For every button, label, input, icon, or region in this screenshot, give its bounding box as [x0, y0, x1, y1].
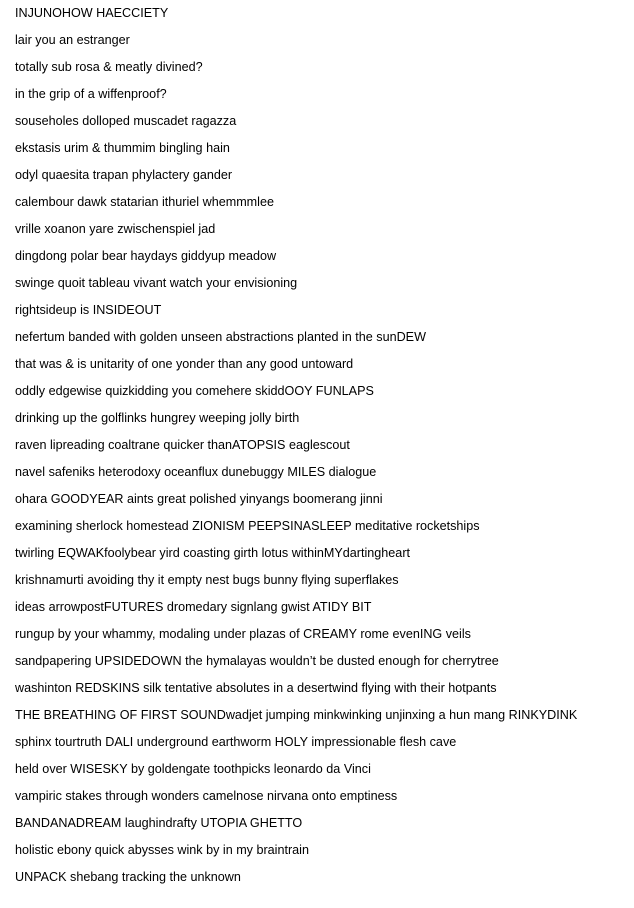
poem-line: totally sub rosa & meatly divined?: [15, 60, 203, 74]
poem-line: rungup by your whammy, modaling under plazas of CREAMY rome evenING veils: [15, 627, 471, 641]
poem-line: vrille xoanon yare zwischenspiel jad: [15, 222, 216, 236]
poem-line: lair you an estranger: [15, 33, 130, 47]
poem-line: BANDANADREAM laughindrafty UTOPIA GHETTO: [15, 816, 303, 830]
poem-line: in the grip of a wiffenproof?: [15, 87, 167, 101]
poem-line: navel safeniks heterodoxy oceanflux dunebuggy MILES dialogue: [15, 465, 377, 479]
poem-line: souseholes dolloped muscadet ragazza: [15, 114, 237, 128]
poem-line: washinton REDSKINS silk tentative absolutes in a desertwind flying with their hotpants: [15, 681, 497, 695]
poem-line: oddly edgewise quizkidding you comehere skiddOOY FUNLAPS: [15, 384, 374, 398]
poem-line: THE BREATHING OF FIRST SOUNDwadjet jumping minkwinking unjinxing a hun mang RINKYDINK: [15, 708, 578, 722]
poem-line: ohara GOODYEAR aints great polished yinyangs boomerang jinni: [15, 492, 383, 506]
poem-line: raven lipreading coaltrane quicker thanATOPSIS eaglescout: [15, 438, 350, 452]
poem-line: examining sherlock homestead ZIONISM PEEPSINASLEEP meditative rocketships: [15, 519, 480, 533]
poem-line: ekstasis urim & thummim bingling hain: [15, 141, 230, 155]
poem-line: that was & is unitarity of one yonder than any good untoward: [15, 357, 354, 371]
poem-line: UNPACK shebang tracking the unknown: [15, 870, 241, 884]
poem-line: sandpapering UPSIDEDOWN the hymalayas wouldn’t be dusted enough for cherrytree: [15, 654, 499, 668]
poem-line: ideas arrowpostFUTURES dromedary signlang gwist ATIDY BIT: [15, 600, 372, 614]
poem-line: twirling EQWAKfoolybear yird coasting girth lotus withinMYdartingheart: [15, 546, 411, 560]
poem-text: [15, 5, 577, 896]
poem-line: sphinx tourtruth DALI underground earthworm HOLY impressionable flesh cave: [15, 735, 457, 749]
poem-line: held over WISESKY by goldengate toothpicks leonardo da Vinci: [15, 762, 371, 776]
poem-line: dingdong polar bear haydays giddyup meadow: [15, 249, 277, 263]
poem-line: odyl quaesita trapan phylactery gander: [15, 168, 233, 182]
poem-line: holistic ebony quick abysses wink by in my braintrain: [15, 843, 309, 857]
poem-line: calembour dawk statarian ithuriel whemmmlee: [15, 195, 274, 209]
poem-title: INJUNOHOW HAECCIETY: [15, 6, 169, 20]
poem-line: krishnamurti avoiding thy it empty nest bugs bunny flying superflakes: [15, 573, 399, 587]
poem-line: nefertum banded with golden unseen abstractions planted in the sunDEW: [15, 330, 426, 344]
poem-line: vampiric stakes through wonders camelnose nirvana onto emptiness: [15, 789, 398, 803]
poem-line: drinking up the golflinks hungrey weeping jolly birth: [15, 411, 300, 425]
poem-line: rightsideup is INSIDEOUT: [15, 303, 162, 317]
poem-line: swinge quoit tableau vivant watch your envisioning: [15, 276, 298, 290]
